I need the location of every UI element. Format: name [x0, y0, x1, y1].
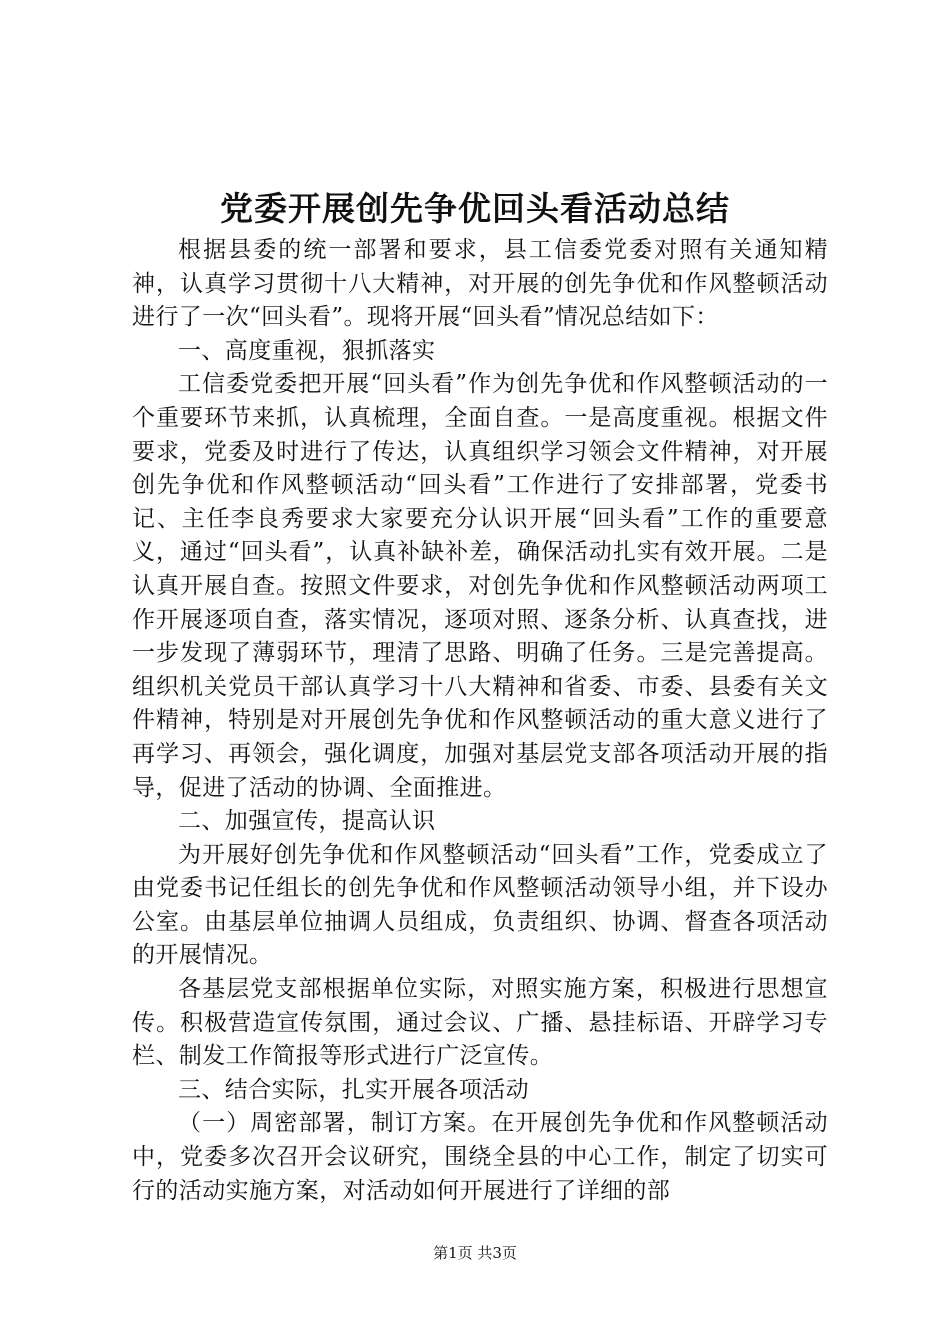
section-3-paragraph-1: （一）周密部署，制订方案。在开展创先争优和作风整顿活动中，党委多次召开会议研究，围绕全县的中心工作，制定了切实可行的活动实施方案，对活动如何开展进行了详细的部: [132, 1110, 828, 1204]
section-1-paragraph: 工信委党委把开展“回头看”作为创先争优和作风整顿活动的一个重要环节来抓，认真梳理，全面自查。一是高度重视。根据文件要求，党委及时进行了传达，认真组织学习领会文件精神，对开展创先争优和作风整顿活动“回头看”工作进行了安排部署，党委书记、主任李良秀要求大家要充分认识开展“回头看”工作的重要意义，通过“回头看”，认真补缺补差，确保活动扎实有效开展。二是认真开展自查。按照文件要求，对创先争优和作风整顿活动两项工作开展逐项自查，落实情况，逐项对照、逐条分析、认真查找，进一步发现了薄弱环节，理清了思路、明确了任务。三是完善提高。组织机关党员干部认真学习十八大精神和省委、市委、县委有关文件精神，特别是对开展创先争优和作风整顿活动的重大意义进行了再学习、再领会，强化调度，加强对基层党支部各项活动开展的指导，促进了活动的协调、全面推进。: [132, 371, 828, 801]
section-2-paragraph-2: 各基层党支部根据单位实际，对照实施方案，积极进行思想宣传。积极营造宣传氛围，通过会议、广播、悬挂标语、开辟学习专栏、制发工作简报等形式进行广泛宣传。: [132, 976, 828, 1070]
section-heading-3: 三、结合实际，扎实开展各项活动: [178, 1076, 529, 1103]
document-title: 党委开展创先争优回头看活动总结: [220, 189, 730, 228]
section-heading-1: 一、高度重视，狠抓落实: [178, 337, 436, 364]
document-body: [132, 234, 828, 1208]
page-number-footer: 第1页 共3页: [433, 1244, 517, 1262]
intro-paragraph: 根据县委的统一部署和要求，县工信委党委对照有关通知精神，认真学习贯彻十八大精神，对开展的创先争优和作风整顿活动进行了一次“回头看”。现将开展“回头看”情况总结如下：: [132, 237, 828, 331]
section-2-paragraph-1: 为开展好创先争优和作风整顿活动“回头看”工作，党委成立了由党委书记任组长的创先争优和作风整顿活动领导小组，并下设办公室。由基层单位抽调人员组成，负责组织、协调、督查各项活动的开展情况。: [132, 841, 828, 969]
section-heading-2: 二、加强宣传，提高认识: [178, 808, 436, 835]
